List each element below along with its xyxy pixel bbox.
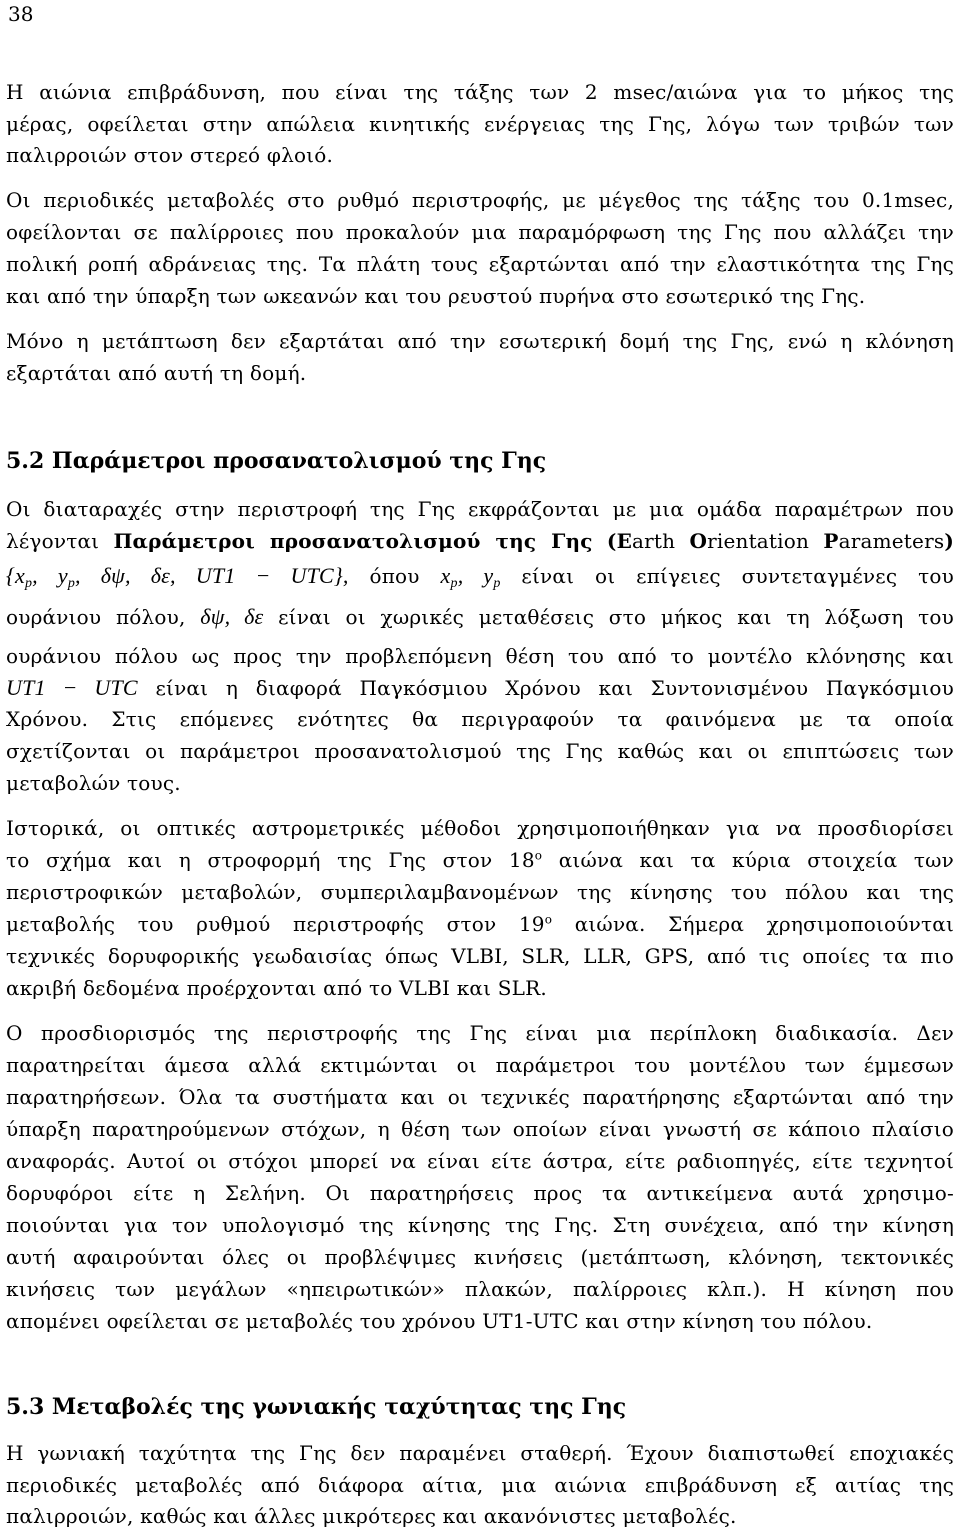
- paragraph-line: αυτή αφαιρούνται όλες οι προβλέψιμες κινήσεις (μετάπτωση, κλόνηση, τεκτονικές: [6, 1245, 954, 1269]
- page-number: 38: [8, 2, 34, 26]
- paragraph-line: Χρόνου. Στις επόμενες ενότητες θα περιγραφούν τα φαινόμενα με τα οποία: [6, 707, 954, 731]
- paragraph-line: ποιούνται για τον υπολογισμό της κίνησης της Γης. Στη συνέχεια, από την κίνηση: [6, 1213, 954, 1237]
- paragraph-line: απομένει οφείλεται σε μεταβολές του χρόνου UT1-UTC και στην κίνηση του πόλου.: [6, 1309, 873, 1333]
- paragraph-line: παλιρροιών, καθώς και άλλες μικρότερες και ακανόνιστες μεταβολές.: [6, 1504, 737, 1528]
- math-expression: $x_p$, $y_p$: [440, 563, 501, 591]
- paragraph-line: σχετίζονται οι παράμετροι προσανατολισμού της Γης καθώς και οι επιπτώσεις των: [6, 739, 954, 763]
- paragraph-line: Οι περιοδικές μεταβολές στο ρυθμό περιστροφής, με μέγεθος της τάξης του 0.1msec,: [6, 188, 954, 212]
- paragraph-line: περιστροφικών μεταβολών, συμπεριλαμβανομένων της κίνησης του πόλου και της: [6, 880, 954, 904]
- paragraph-line: Μόνο η μετάπτωση δεν εξαρτάται από την εσωτερική δομή της Γης, ενώ η κλόνηση: [6, 329, 954, 353]
- paragraph-line: και από την ύπαρξη των ωκεανών και του ρευστού πυρήνα στο εσωτερικό της Γης.: [6, 284, 866, 308]
- paragraph-line: Ο προσδιορισμός της περιστροφής της Γης είναι μια περίπλοκη διαδικασία. Δεν: [6, 1021, 954, 1045]
- paragraph-line: μέρας, οφείλεται στην απώλεια κινητικής ενέργειας της Γης, λόγω των τριβών των: [6, 112, 954, 136]
- paragraph-line: Η αιώνια επιβράδυνση, που είναι της τάξης των 2 msec/αιώνα για το μήκος της: [6, 80, 954, 104]
- paragraph-line: αναφοράς. Αυτοί οι στόχοι μπορεί να είναι είτε άστρα, είτε ραδιοπηγές, είτε τεχνητοί: [6, 1149, 954, 1173]
- bold-term: Παράμετροι προσανατολισμού της Γης: [113, 529, 593, 553]
- paragraph-line-math: ουράνιου πόλου, δψ, δε είναι οι χωρικές μεταθέσεις στο μήκος και τη λόξωση του: [6, 604, 954, 629]
- paragraph-line: μεταβολών τους.: [6, 771, 181, 795]
- math-expression: UT1 − UTC: [6, 675, 138, 700]
- paragraph-line: ουράνιου πόλου ως προς την προβλεπόμενη θέση του από το μοντέλο κλόνησης και: [6, 644, 954, 668]
- paragraph-line: λέγονται Παράμετροι προσανατολισμού της Γης (Earth Orientation Parameters): [6, 529, 954, 553]
- paragraph-line-math: {$x_p$, $y_p$, δψ, δε, UT1 − UTC}, όπου $x_p$, $y_p$ είναι οι επίγειες συντεταγμένες του: [6, 563, 954, 591]
- paragraph-line: εξαρτάται από αυτή τη δομή.: [6, 361, 307, 385]
- paragraph-line: το σχήμα και η στροφορμή της Γης στον $18^o$ αιώνα και τα κύρια στοιχεία των: [6, 848, 954, 872]
- paragraph-line: Οι διαταραχές στην περιστροφή της Γης εκφράζονται με μια ομάδα παραμέτρων που: [6, 497, 954, 521]
- math-expression: {$x_p$, $y_p$, δψ, δε, UT1 − UTC},: [6, 563, 349, 591]
- paragraph-line: παρατηρήσεων. Όλα τα συστήματα και οι τεχνικές παρατήρησης εξαρτώνται από την: [6, 1085, 954, 1109]
- paragraph-line-math: UT1 − UTC είναι η διαφορά Παγκόσμιου Χρόνου και Συντονισμένου Παγκόσμιου: [6, 675, 954, 700]
- paragraph-line: Ιστορικά, οι οπτικές αστρομετρικές μέθοδοι χρησιμοποιήθηκαν για να προσδιορίσει: [6, 816, 954, 840]
- paragraph-line: τεχνικές δορυφορικής γεωδαισίας όπως VLBI, SLR, LLR, GPS, από τις οποίες τα πιο: [6, 944, 954, 968]
- section-heading: 5.2 Παράμετροι προσανατολισμού της Γης: [6, 448, 547, 474]
- math-expression: δψ, δε: [200, 604, 264, 629]
- paragraph-line: περιοδικές μεταβολές από διάφορα αίτια, μια αιώνια επιβράδυνση εξ αιτίας της: [6, 1473, 954, 1497]
- paragraph-line: κινήσεις των μεγάλων «ηπειρωτικών» πλακών, παλίρροιες κλπ.). Η κίνηση που: [6, 1277, 954, 1301]
- paragraph-line: οφείλονται σε παλίρροιες που προκαλούν μια παραμόρφωση της Γης που αλλάζει την: [6, 220, 954, 244]
- paragraph-line: Η γωνιακή ταχύτητα της Γης δεν παραμένει σταθερή. Έχουν διαπιστωθεί εποχιακές: [6, 1441, 954, 1465]
- paragraph-line: παλιρροιών στον στερεό φλοιό.: [6, 143, 334, 167]
- section-heading: 5.3 Μεταβολές της γωνιακής ταχύτητας της Γης: [6, 1394, 627, 1420]
- paragraph-line: ακριβή δεδομένα προέρχονται από το VLBI και SLR.: [6, 976, 547, 1000]
- paragraph-line: δορυφόροι είτε η Σελήνη. Οι παρατηρήσεις προς τα αντικείμενα αυτά χρησιμο-: [6, 1181, 954, 1205]
- paragraph-line: ύπαρξη παρατηρούμενων στόχων, η θέση των οποίων είναι γνωστή σε κάποιο πλαίσιο: [6, 1117, 954, 1141]
- paragraph-line: πολική ροπή αδράνειας της. Τα πλάτη τους εξαρτώνται από την ελαστικότητα της Γης: [6, 252, 954, 276]
- paragraph-line: παρατηρείται άμεσα αλλά εκτιμώνται οι παράμετροι του μοντέλου των έμμεσων: [6, 1053, 954, 1077]
- paragraph-line: μεταβολής του ρυθμού περιστροφής στον $19^o$ αιώνα. Σήμερα χρησιμοποιούνται: [6, 912, 954, 936]
